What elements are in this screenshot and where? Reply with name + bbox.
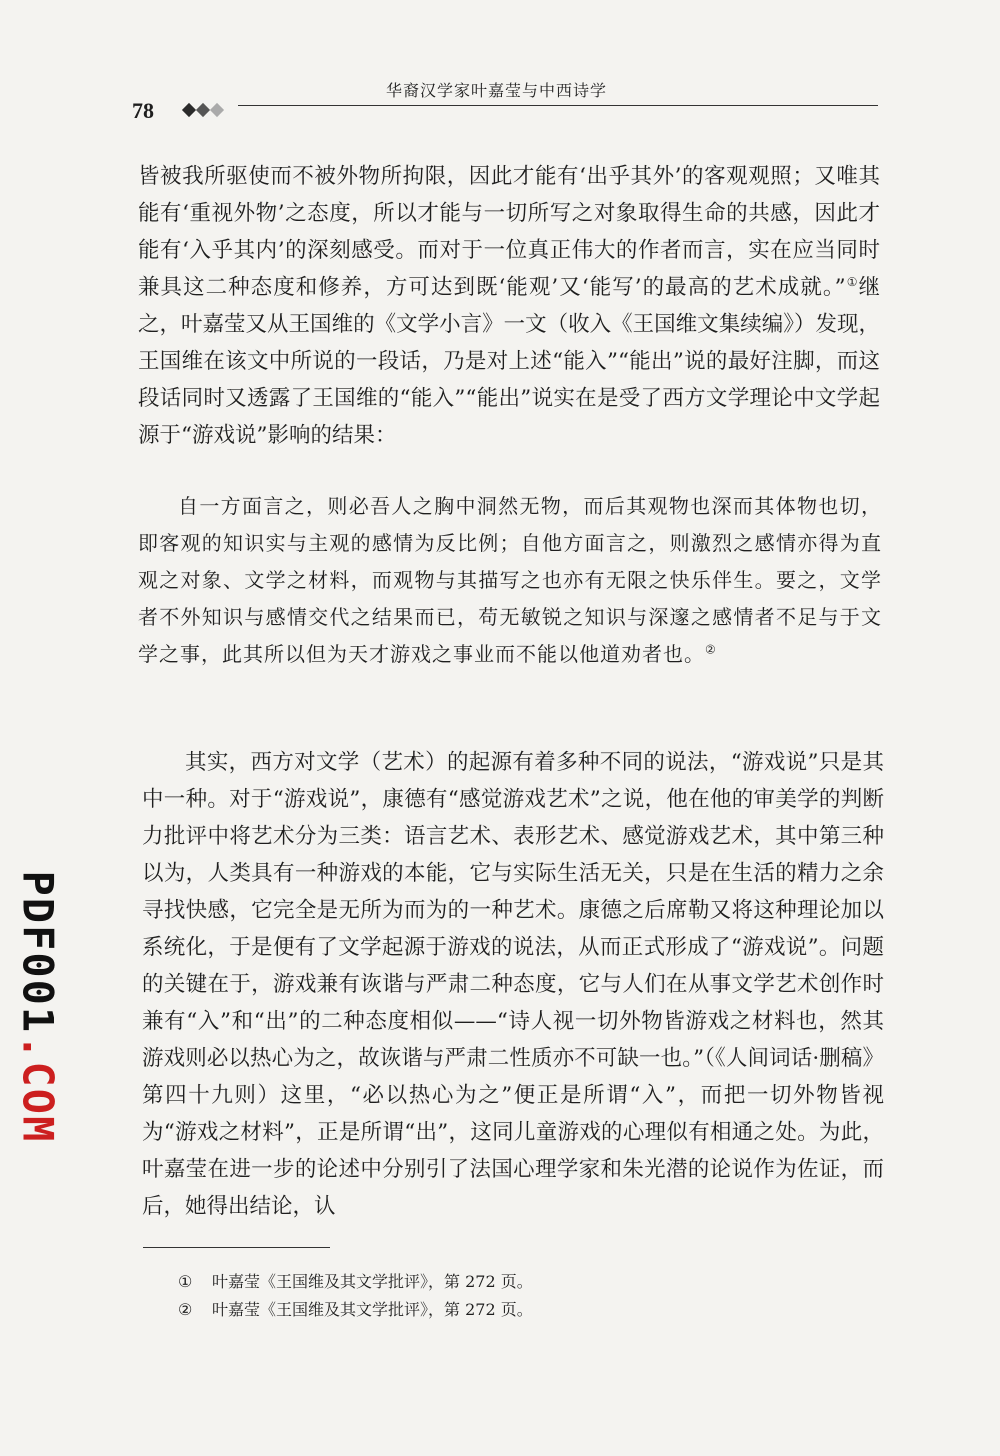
diamond-ornament-icon: [210, 103, 224, 117]
diamond-ornament-icon: [182, 103, 196, 117]
footnote: [178, 1268, 533, 1296]
watermark-head: PDF001: [13, 870, 63, 1035]
running-title: 华裔汉学家叶嘉莹与中西诗学: [386, 81, 608, 100]
quote-text: 自一方面言之，则必吾人之胸中洞然无物，而后其观物也深而其体物也切，即客观的知识实与主观的感情为反比例；自他方面言之，则激烈之感情亦得为直观之对象、文学之材料，而观物与其描写之也亦有无限之快乐伴生。要之，文学者不外知识与感情交代之结果而已，苟无敏锐之知识与深邃之感情者不足与于文学之事，此其所以但为天才游戏之事业而不能以他道劝者也。: [138, 494, 882, 666]
header-ornament: [184, 104, 240, 118]
watermark: [13, 870, 63, 1144]
footnote-mark: ①: [178, 1272, 193, 1291]
page-number: 78: [132, 98, 154, 123]
header-rule: [238, 105, 878, 106]
footnotes: [178, 1268, 533, 1324]
footnote-ref: ②: [705, 642, 717, 657]
body-paragraph: 其实，西方对文学（艺术）的起源有着多种不同的说法，“游戏说”只是其中一种。对于“游戏说”，康德有“感觉游戏艺术”之说，他在他的审美学的判断力批评中将艺术分为三类：语言艺术、表形艺术、感觉游戏艺术，其中第三种以为，人类具有一种游戏的本能，它与实际生活无关，只是在生活的精力之余寻找快感，它完全是无所为而为的一种艺术。康德之后席勒又将这种理论加以系统化，于是便有了文学起源于游戏的说法，从而正式形成了“游戏说”。问题的关键在于，游戏兼有诙谐与严肃二种态度，它与人们在从事文学艺术创作时兼有“入”和“出”的二种态度相似——“诗人视一切外物皆游戏之材料也，然其游戏则必以热心为之，故诙谐与严肃二性质亦不可缺一也。”（《人间词话·删稿》第四十九则）这里，“必以热心为之”便正是所谓“入”，而把一切外物皆视为“游戏之材料”，正是所谓“出”，这同儿童游戏的心理似有相通之处。为此，叶嘉莹在进一步的论述中分别引了法国心理学家和朱光潜的论说作为佐证，而后，她得出结论，认: [142, 750, 884, 1219]
watermark-tail: .COM: [13, 1034, 63, 1144]
paragraph-text: 继之，叶嘉莹又从王国维的《文学小言》一文（收入《王国维文集续编》）发现，王国维在该文中所说的一段话，乃是对上述“能入”“能出”说的最好注脚，而这段话同时又透露了王国维的“能入”“能出”说实在是受了西方文学理论中文学起源于“游戏说”影响的结果：: [138, 275, 880, 448]
diamond-ornament-icon: [196, 103, 210, 117]
block-quote: [138, 488, 882, 673]
footnote-text: 叶嘉莹《王国维及其文学批评》，第 272 页。: [212, 1300, 533, 1319]
footnote: [178, 1296, 533, 1324]
body-paragraph: [138, 158, 880, 454]
footnote-text: 叶嘉莹《王国维及其文学批评》，第 272 页。: [212, 1272, 533, 1291]
footnote-mark: ②: [178, 1300, 193, 1319]
footnote-rule: [143, 1247, 330, 1248]
footnote-ref: ①: [845, 274, 859, 289]
paragraph-text: 皆被我所驱使而不被外物所拘限，因此才能有‘出乎其外’的客观观照；又唯其能有‘重视外物’之态度，所以才能与一切所写之对象取得生命的共感，因此才能有‘入乎其内’的深刻感受。而对于一位真正伟大的作者而言，实在应当同时兼具这二种态度和修养，方可达到既‘能观’又‘能写’的最高的艺术成就。”: [138, 164, 880, 300]
